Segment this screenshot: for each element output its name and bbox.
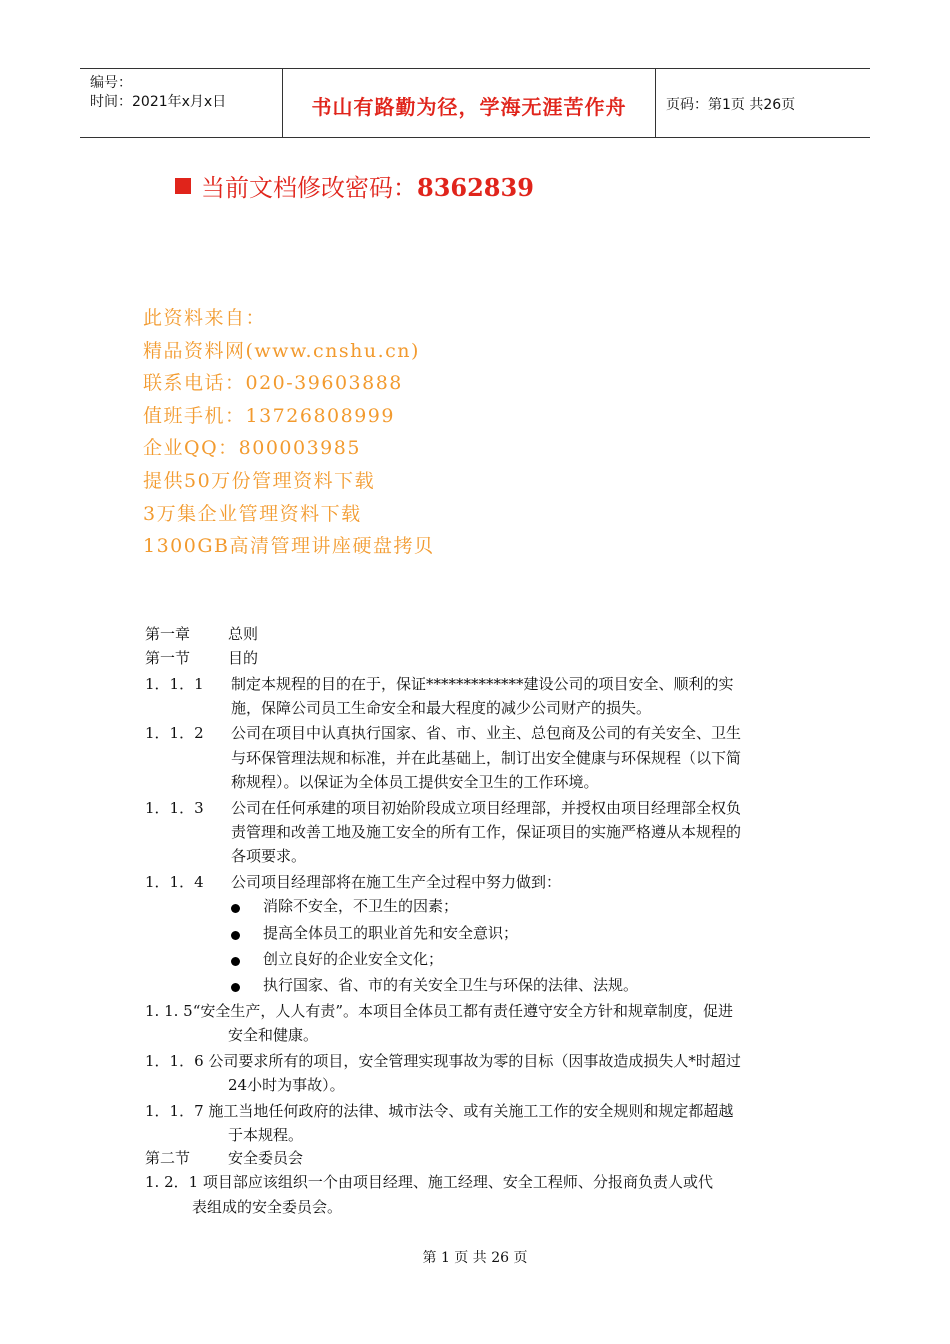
clause-text: 公司项目经理部将在施工生产全过程中努力做到： <box>231 873 562 891</box>
clause-text: 称规程）。以保证为全体员工提供安全卫生的工作环境。 <box>231 773 599 791</box>
clause-text: 24小时为事故）。 <box>228 1076 345 1094</box>
list-item <box>231 923 240 947</box>
password-notice <box>175 168 534 203</box>
source-line: 企业QQ：800003985 <box>143 437 361 460</box>
clause-text: 1. 2．1 项目部应该组织一个由项目经理、施工经理、安全工程师、分报商负责人或代 <box>145 1173 713 1191</box>
clause-text: 公司在任何承建的项目初始阶段成立项目经理部，并授权由项目经理部全权负 <box>231 799 742 817</box>
source-line: 值班手机：13726808999 <box>143 404 395 427</box>
clause-number: 1．1．4 <box>145 873 204 891</box>
bullet-icon <box>231 904 240 913</box>
code-label: 编号： <box>90 75 132 91</box>
clause-text: 于本规程。 <box>228 1126 304 1144</box>
bullet-icon <box>231 983 240 992</box>
password-code: 8362839 <box>417 173 534 202</box>
source-line: 提供50万份管理资料下载 <box>143 469 376 492</box>
clause-number: 1．1．3 <box>145 799 204 817</box>
clause-text: 施，保障公司员工生命安全和最大程度的减少公司财产的损失。 <box>231 699 652 717</box>
header-motto-cell <box>283 69 656 137</box>
clause-number: 1．1．2 <box>145 724 204 742</box>
clause-text: 各项要求。 <box>231 847 307 865</box>
page-footer: 第 1 页 共 26 页 <box>422 1250 528 1266</box>
source-info-block <box>143 302 435 563</box>
clause-number: 1．1．1 <box>145 675 204 693</box>
list-item <box>231 896 240 920</box>
list-item <box>231 949 240 973</box>
clause-text: 制定本规程的目的在于，保证*************建设公司的项目安全、顺利的实 <box>231 675 734 693</box>
section-title: 目的 <box>228 649 259 667</box>
bullet-icon <box>231 931 240 940</box>
chapter-title: 总则 <box>228 625 259 643</box>
password-label: 当前文档修改密码： <box>201 174 417 202</box>
red-square-icon <box>175 178 191 194</box>
clause-text: 与环保管理法规和标准，并在此基础上，制订出安全健康与环保规程（以下简 <box>231 749 742 767</box>
list-item-text: 提高全体员工的职业首先和安全意识； <box>263 924 519 942</box>
section-title: 安全委员会 <box>228 1149 304 1167</box>
list-item-text: 消除不安全，不卫生的因素； <box>263 897 459 915</box>
clause-text: 1．1．7 施工当地任何政府的法律、城市法令、或有关施工工作的安全规则和规定都超越 <box>145 1102 734 1120</box>
document-header <box>80 68 870 138</box>
chapter-number: 第一章 <box>145 625 191 643</box>
section-number: 第二节 <box>145 1149 191 1167</box>
list-item <box>231 975 240 999</box>
source-line: 精品资料网(www.cnshu.cn) <box>143 339 420 362</box>
source-line: 联系电话：020-39603888 <box>143 372 403 395</box>
source-line: 1300GB高清管理讲座硬盘拷贝 <box>143 535 435 558</box>
clause-text: 表组成的安全委员会。 <box>192 1198 343 1216</box>
clause-text: 责管理和改善工地及施工安全的所有工作，保证项目的实施严格遵从本规程的 <box>231 823 742 841</box>
clause-text: 安全和健康。 <box>228 1026 319 1044</box>
source-line: 此资料来自： <box>143 307 267 329</box>
page-indicator: 页码：第1页 共26页 <box>666 97 796 113</box>
header-info-cell <box>80 69 283 137</box>
clause-text: 1. 1. 5“安全生产，人人有责”。本项目全体员工都有责任遵守安全方针和规章制度，促进 <box>145 1002 734 1020</box>
section-number: 第一节 <box>145 649 191 667</box>
source-line: 3万集企业管理资料下载 <box>143 502 362 525</box>
header-page-cell <box>656 69 870 137</box>
motto: 书山有路勤为径，学海无涯苦作舟 <box>311 95 627 119</box>
list-item-text: 创立良好的企业安全文化； <box>263 950 444 968</box>
date-line: 时间：2021年x月x日 <box>90 94 227 110</box>
list-item-text: 执行国家、省、市的有关安全卫生与环保的法律、法规。 <box>263 976 639 994</box>
bullet-icon <box>231 957 240 966</box>
clause-text: 公司在项目中认真执行国家、省、市、业主、总包商及公司的有关安全、卫生 <box>231 724 742 742</box>
clause-text: 1．1．6 公司要求所有的项目，安全管理实现事故为零的目标（因事故造成损失人*时超过 <box>145 1052 741 1070</box>
